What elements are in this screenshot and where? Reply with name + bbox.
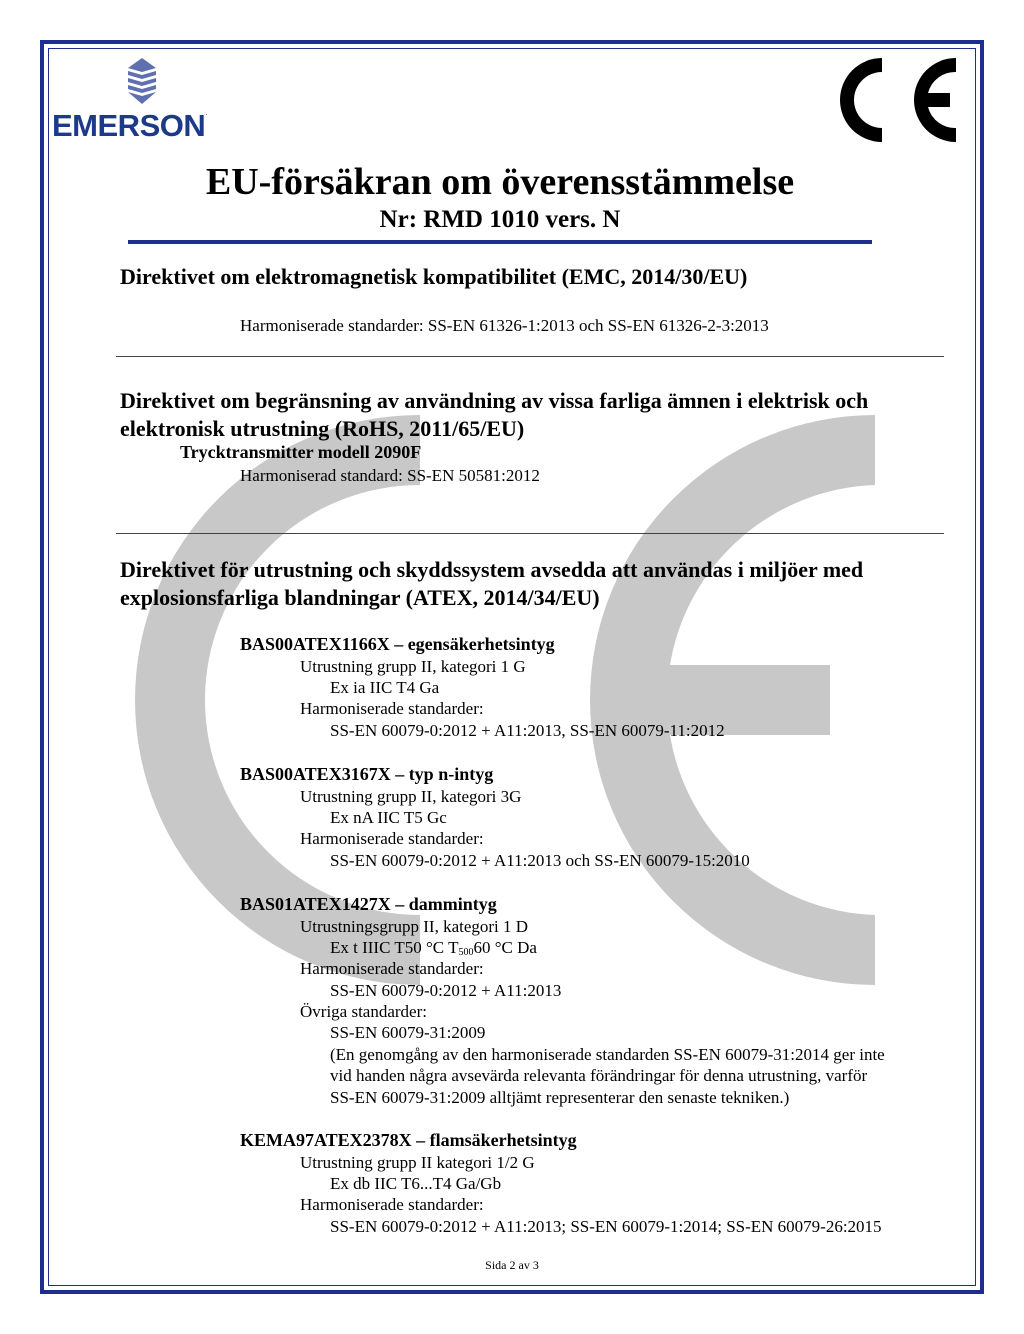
cert-title: BAS00ATEX1166X – egensäkerhetsintyg bbox=[240, 634, 555, 654]
page-number: Sida 2 av 3 bbox=[485, 1258, 539, 1272]
cert-marking: Ex db IIC T6...T4 Ga/Gb bbox=[330, 1174, 502, 1193]
rohs-heading-line1: Direktivet om begränsning av användning av vissa farliga ämnen i elektrisk och bbox=[120, 388, 869, 413]
cert-harm-value: SS-EN 60079-0:2012 + A11:2013; SS-EN 60079-1:2014; SS-EN 60079-26:2015 bbox=[330, 1217, 882, 1236]
section-divider bbox=[116, 533, 944, 534]
emerson-logo-icon bbox=[122, 58, 162, 104]
cert-harm-label: Harmoniserade standarder: bbox=[300, 1195, 484, 1214]
cert-group: Utrustning grupp II, kategori 3G bbox=[300, 787, 522, 806]
cert-group: Utrustningsgrupp II, kategori 1 D bbox=[300, 917, 529, 936]
cert-group: Utrustning grupp II, kategori 1 G bbox=[300, 657, 526, 676]
cert-harm-label: Harmoniserade standarder: bbox=[300, 959, 484, 978]
cert-other-label: Övriga standarder: bbox=[300, 1002, 427, 1021]
cert-title: BAS01ATEX1427X – dammintyg bbox=[240, 894, 497, 914]
cert-title: BAS00ATEX3167X – typ n-intyg bbox=[240, 764, 494, 784]
emerson-wordmark: EMERSON. bbox=[52, 108, 207, 143]
cert-harm-label: Harmoniserade standarder: bbox=[300, 829, 484, 848]
emc-heading: Direktivet om elektromagnetisk kompatibilitet (EMC, 2014/30/EU) bbox=[120, 264, 748, 289]
cert-harm-value: SS-EN 60079-0:2012 + A11:2013 och SS-EN 60079-15:2010 bbox=[330, 851, 750, 870]
cert-harm-value: SS-EN 60079-0:2012 + A11:2013, SS-EN 60079-11:2012 bbox=[330, 721, 725, 740]
emerson-logo bbox=[52, 58, 242, 142]
rohs-standard: Harmoniserad standard: SS-EN 50581:2012 bbox=[240, 466, 540, 485]
cert-note-line: (En genomgång av den harmoniserade standarden SS-EN 60079-31:2014 ger inte bbox=[330, 1045, 885, 1064]
cert-note-line: SS-EN 60079-31:2009 alltjämt representerar den senaste tekniken.) bbox=[330, 1088, 790, 1107]
cert-marking: Ex ia IIC T4 Ga bbox=[330, 678, 440, 697]
atex-heading-line2: explosionsfarliga blandningar (ATEX, 2014/34/EU) bbox=[120, 585, 600, 610]
ce-mark-icon bbox=[830, 56, 960, 144]
cert-title: KEMA97ATEX2378X – flamsäkerhetsintyg bbox=[240, 1130, 577, 1150]
cert-note-line: vid handen några avsevärda relevanta förändringar för denna utrustning, varför bbox=[330, 1066, 868, 1085]
title-rule bbox=[128, 240, 872, 244]
cert-marking: Ex nA IIC T5 Gc bbox=[330, 808, 447, 827]
cert-other-value: SS-EN 60079-31:2009 bbox=[330, 1023, 486, 1042]
section-divider bbox=[116, 356, 944, 357]
cert-marking: Ex t IIIC T50 °C $T_{500}60$ °C Da bbox=[330, 938, 537, 958]
cert-harm-label: Harmoniserade standarder: bbox=[300, 699, 484, 718]
cert-harm-value: SS-EN 60079-0:2012 + A11:2013 bbox=[330, 981, 562, 1000]
cert-group: Utrustning grupp II kategori 1/2 G bbox=[300, 1153, 535, 1172]
rohs-heading-line2: elektronisk utrustning (RoHS, 2011/65/EU) bbox=[120, 416, 525, 441]
rohs-product: Trycktransmitter modell 2090F bbox=[180, 442, 422, 462]
document-number: Nr: RMD 1010 vers. N bbox=[379, 206, 621, 233]
atex-heading-line1: Direktivet för utrustning och skyddssystem avsedda att användas i miljöer med bbox=[120, 557, 864, 582]
emc-standards: Harmoniserade standarder: SS-EN 61326-1:2013 och SS-EN 61326-2-3:2013 bbox=[240, 316, 769, 335]
page-title: EU-försäkran om överensstämmelse bbox=[205, 161, 795, 203]
